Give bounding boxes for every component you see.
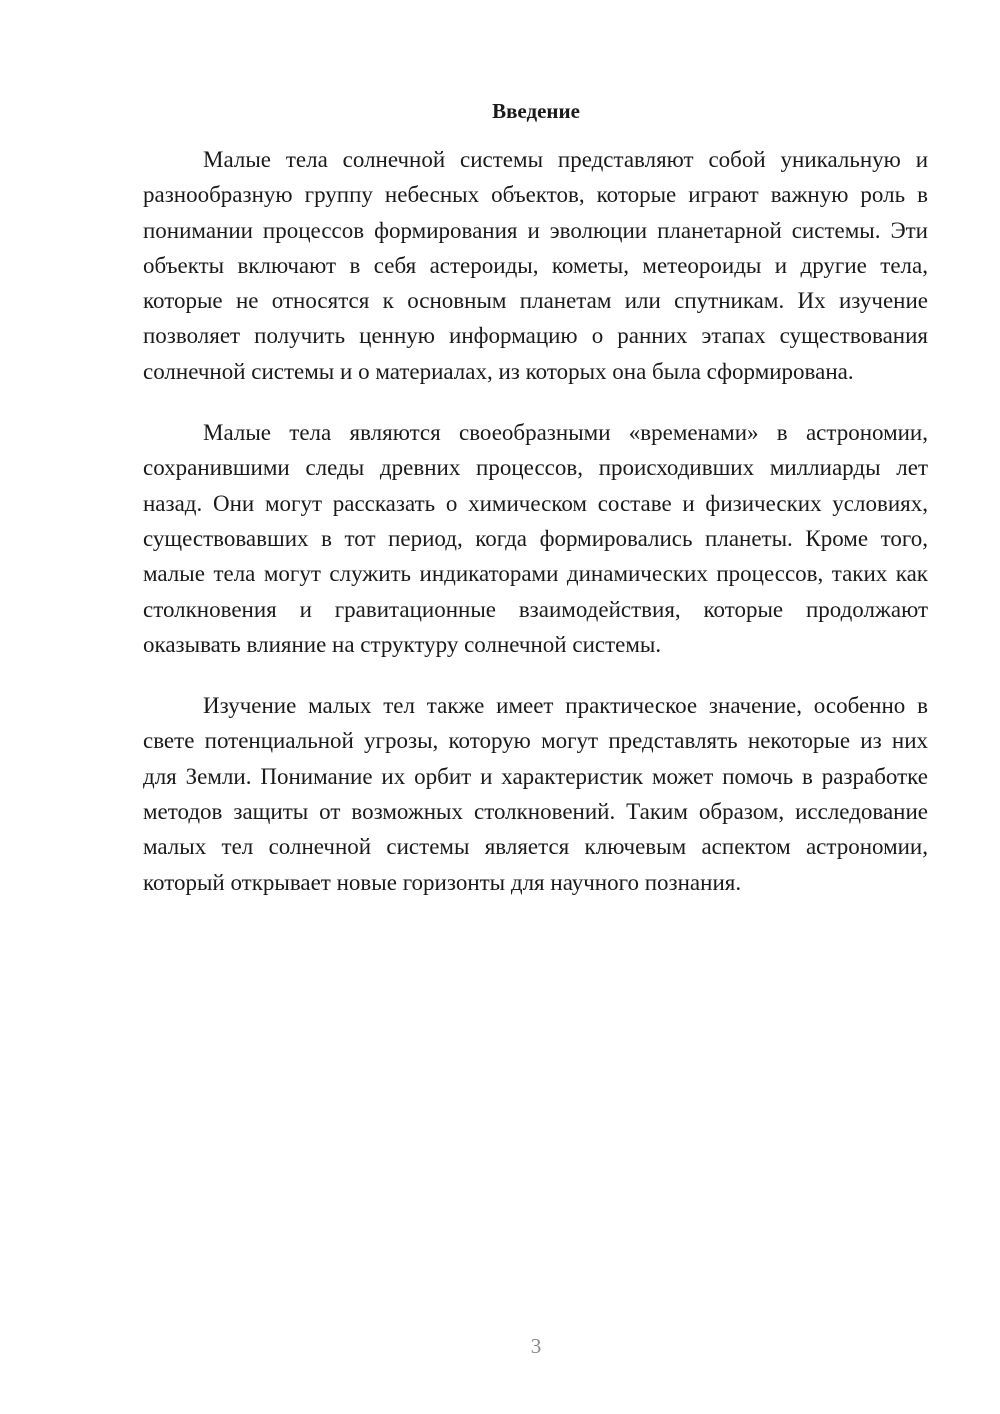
body-text (143, 142, 928, 900)
paragraph-2: Малые тела являются своеобразными «временами» в астрономии, сохранившими следы древних процессов, происходивших миллиарды лет назад. Они могут рассказать о химическом составе и физических условиях, существовавших в тот период, когда формировались планеты. Кроме того, малые тела могут служить индикаторами динамических процессов, таких как столкновения и гравитационные взаимодействия, которые продолжают оказывать влияние на структуру солнечной системы. (143, 420, 928, 657)
paragraph-3: Изучение малых тел также имеет практическое значение, особенно в свете потенциальной угрозы, которую могут представлять некоторые из них для Земли. Понимание их орбит и характеристик может помочь в разработке методов защиты от возможных столкновений. Таким образом, исследование малых тел солнечной системы является ключевым аспектом астрономии, который открывает новые горизонты для научного познания. (143, 693, 928, 895)
section-title: Введение (492, 99, 580, 123)
page-number: 3 (530, 1334, 542, 1358)
paragraph-1: Малые тела солнечной системы представляют собой уникальную и разнообразную группу небесных объектов, которые играют важную роль в понимании процессов формирования и эволюции планетарной системы. Эти объекты включают в себя астероиды, кометы, метеороиды и другие тела, которые не относятся к основным планетам или спутникам. Их изучение позволяет получить ценную информацию о ранних этапах существования солнечной системы и о материалах, из которых она была сформирована. (143, 147, 928, 384)
